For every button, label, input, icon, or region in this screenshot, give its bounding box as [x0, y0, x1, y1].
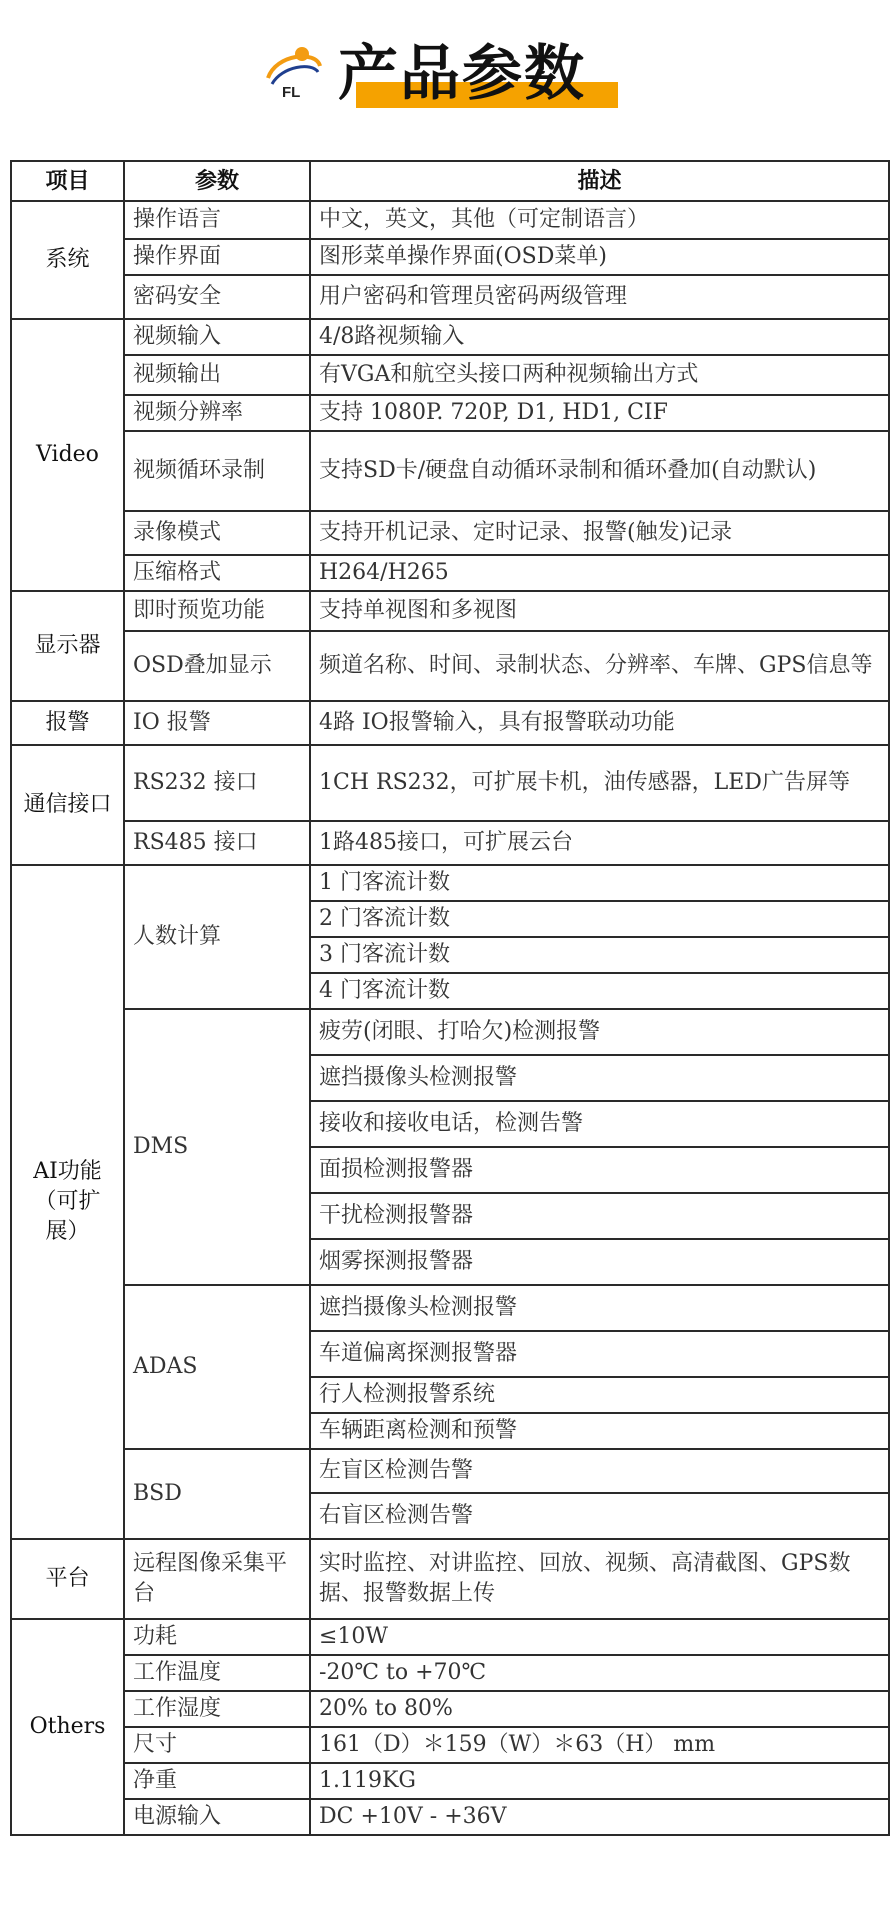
table-row: [11, 431, 889, 511]
table-row: [11, 1619, 889, 1655]
table-row: [11, 1449, 889, 1493]
desc-cell: 烟雾探测报警器: [310, 1239, 889, 1285]
desc-cell: 频道名称、时间、录制状态、分辨率、车牌、GPS信息等: [310, 631, 889, 701]
param-cell: 尺寸: [124, 1727, 310, 1763]
category-cell: Video: [11, 319, 124, 591]
param-cell: 视频输入: [124, 319, 310, 355]
param-cell: 工作湿度: [124, 1691, 310, 1727]
desc-cell: 1CH RS232，可扩展卡机，油传感器，LED广告屏等: [310, 745, 889, 821]
table-row: [11, 555, 889, 591]
table-row: [11, 511, 889, 555]
param-cell: 操作语言: [124, 201, 310, 239]
param-cell: 净重: [124, 1763, 310, 1799]
desc-cell: DC +10V - +36V: [310, 1799, 889, 1835]
table-row: [11, 701, 889, 745]
desc-cell: 疲劳(闭眼、打哈欠)检测报警: [310, 1009, 889, 1055]
desc-cell: 支持 1080P. 720P, D1, HD1, CIF: [310, 395, 889, 431]
desc-cell: 遮挡摄像头检测报警: [310, 1285, 889, 1331]
table-row: [11, 239, 889, 275]
title-block: [338, 38, 586, 110]
param-cell: BSD: [124, 1449, 310, 1539]
param-cell: 即时预览功能: [124, 591, 310, 631]
desc-cell: 车辆距离检测和预警: [310, 1413, 889, 1449]
desc-cell: 20% to 80%: [310, 1691, 889, 1727]
table-row: [11, 1799, 889, 1835]
table-row: [11, 355, 889, 395]
desc-cell: 3 门客流计数: [310, 937, 889, 973]
param-cell: 操作界面: [124, 239, 310, 275]
desc-cell: 行人检测报警系统: [310, 1377, 889, 1413]
table-row: [11, 275, 889, 319]
table-row: [11, 319, 889, 355]
table-row: [11, 1009, 889, 1055]
header-param: 参数: [124, 161, 310, 201]
desc-cell: ≤10W: [310, 1619, 889, 1655]
desc-cell: 干扰检测报警器: [310, 1193, 889, 1239]
table-row: [11, 821, 889, 865]
category-cell: Others: [11, 1619, 124, 1835]
desc-cell: 2 门客流计数: [310, 901, 889, 937]
param-cell: 录像模式: [124, 511, 310, 555]
desc-cell: 左盲区检测告警: [310, 1449, 889, 1493]
table-row: [11, 1763, 889, 1799]
table-row: [11, 745, 889, 821]
desc-cell: 1 门客流计数: [310, 865, 889, 901]
header-item: 项目: [11, 161, 124, 201]
desc-cell: 有VGA和航空头接口两种视频输出方式: [310, 355, 889, 395]
desc-cell: 右盲区检测告警: [310, 1493, 889, 1539]
page-header: [0, 0, 896, 160]
table-row: [11, 631, 889, 701]
table-row: [11, 1691, 889, 1727]
table-row: [11, 1727, 889, 1763]
table-row: [11, 1285, 889, 1331]
param-cell: 密码安全: [124, 275, 310, 319]
param-cell: OSD叠加显示: [124, 631, 310, 701]
category-cell: 通信接口: [11, 745, 124, 865]
desc-cell: 1路485接口，可扩展云台: [310, 821, 889, 865]
desc-cell: 支持单视图和多视图: [310, 591, 889, 631]
param-cell: 视频循环录制: [124, 431, 310, 511]
category-cell: 报警: [11, 701, 124, 745]
param-cell: RS485 接口: [124, 821, 310, 865]
desc-cell: 支持SD卡/硬盘自动循环录制和循环叠加(自动默认): [310, 431, 889, 511]
param-cell: 电源输入: [124, 1799, 310, 1835]
param-cell: ADAS: [124, 1285, 310, 1449]
category-cell: 平台: [11, 1539, 124, 1619]
param-cell: 远程图像采集平台: [124, 1539, 310, 1619]
param-cell: 工作温度: [124, 1655, 310, 1691]
desc-cell: 用户密码和管理员密码两级管理: [310, 275, 889, 319]
param-cell: DMS: [124, 1009, 310, 1285]
header-desc: 描述: [310, 161, 889, 201]
desc-cell: 161（D）＊159（W）＊63（H） mm: [310, 1727, 889, 1763]
table-row: [11, 1655, 889, 1691]
desc-cell: -20℃ to +70℃: [310, 1655, 889, 1691]
desc-cell: 遮挡摄像头检测报警: [310, 1055, 889, 1101]
desc-cell: 接收和接收电话，检测告警: [310, 1101, 889, 1147]
desc-cell: 4路 IO报警输入，具有报警联动功能: [310, 701, 889, 745]
table-row: [11, 591, 889, 631]
param-cell: 压缩格式: [124, 555, 310, 591]
desc-cell: H264/H265: [310, 555, 889, 591]
desc-cell: 中文，英文，其他（可定制语言）: [310, 201, 889, 239]
param-cell: IO 报警: [124, 701, 310, 745]
desc-cell: 实时监控、对讲监控、回放、视频、高清截图、GPS数据、报警数据上传: [310, 1539, 889, 1619]
desc-cell: 4 门客流计数: [310, 973, 889, 1009]
desc-cell: 支持开机记录、定时记录、报警(触发)记录: [310, 511, 889, 555]
page-title: 产品参数: [338, 39, 586, 109]
category-cell: 系统: [11, 201, 124, 319]
table-row: [11, 201, 889, 239]
desc-cell: 4/8路视频输入: [310, 319, 889, 355]
spec-table: [10, 160, 890, 1836]
param-cell: 人数计算: [124, 865, 310, 1009]
desc-cell: 车道偏离探测报警器: [310, 1331, 889, 1377]
table-row: [11, 865, 889, 901]
table-row: [11, 395, 889, 431]
param-cell: 视频输出: [124, 355, 310, 395]
param-cell: 功耗: [124, 1619, 310, 1655]
param-cell: 视频分辨率: [124, 395, 310, 431]
table-row: [11, 1539, 889, 1619]
category-cell: AI功能（可扩展）: [11, 865, 124, 1539]
category-cell: 显示器: [11, 591, 124, 701]
logo-text: FL: [282, 84, 301, 101]
param-cell: RS232 接口: [124, 745, 310, 821]
desc-cell: 1.119KG: [310, 1763, 889, 1799]
desc-cell: 图形菜单操作界面(OSD菜单): [310, 239, 889, 275]
table-header-row: [11, 161, 889, 201]
desc-cell: 面损检测报警器: [310, 1147, 889, 1193]
